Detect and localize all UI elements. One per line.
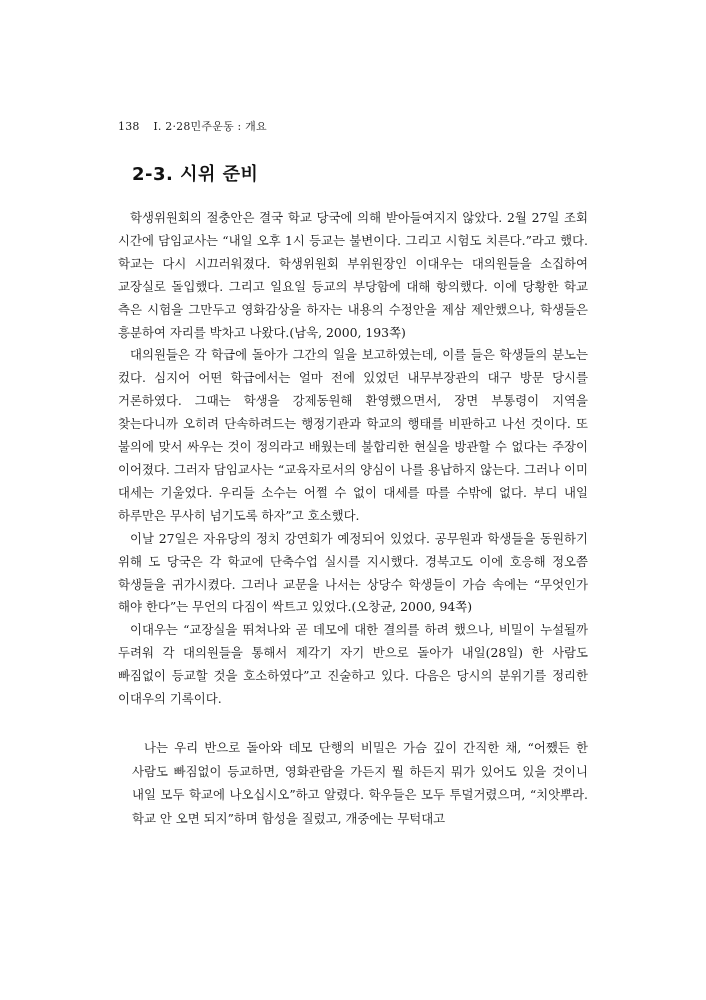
running-header <box>118 118 267 134</box>
paragraph: 대의원들은 각 학급에 돌아가 그간의 일을 보고하였는데, 이를 들은 학생들의 분노는 컸다. 심지어 어떤 학급에서는 얼마 전에 있었던 내무부장관의 대구 방문 당시를 거론하였다. 그때는 학생을 강제동원해 환영했으면서, 장면 부통령이 지역을 찾는다니까 오히려 단속하려드는 행정기관과 학교의 행태를 비판하고 나선 것이다. 또 불의에 맞서 싸우는 것이 정의라고 배웠는데 불합리한 현실을 방관할 수 없다는 주장이 이어졌다. 그러자 담임교사는 “교육자로서의 양심이 나를 용납하지 않는다. 그러나 이미 대세는 기울었다. 우리들 소수는 어쩔 수 없이 대세를 따를 수밖에 없다. 부디 내일 하루만은 무사히 넘기도록 하자”고 호소했다. <box>118 347 588 523</box>
paragraph: 학생위원회의 절충안은 결국 학교 당국에 의해 받아들여지지 않았다. 2월 27일 조회 시간에 담임교사는 “내일 오후 1시 등교는 불변이다. 그리고 시험도 치른다.”라고 했다. 학교는 다시 시끄러워졌다. 학생위원회 부위원장인 이대우는 대의원들을 소집하여 교장실로 돌입했다. 그리고 일요일 등교의 부당함에 대해 항의했다. 이에 당황한 학교 측은 시험을 그만두고 영화감상을 하자는 내용의 수정안을 제삼 제안했으나, 학생들은 흥분하여 자리를 박차고 나왔다.(남욱, 2000, 193쪽) <box>118 210 588 340</box>
body-text <box>118 207 588 711</box>
block-quote <box>132 736 588 830</box>
section-title: 2-3. 시위 준비 <box>132 164 259 185</box>
quote-paragraph: 나는 우리 반으로 돌아와 데모 단행의 비밀은 가슴 깊이 간직한 채, “어쨌든 한 사람도 빠짐없이 등교하면, 영화관람을 가든지 뭘 하든지 뭐가 있어도 있을 것이니 내일 모두 학교에 나오십시오”하고 알렸다. 학우들은 모두 투덜거렸으며, “치앗뿌라. 학교 안 오면 되지”하며 함성을 질렀고, 개중에는 무턱대고 <box>132 740 588 826</box>
running-title: Ⅰ. 2·28민주운동 : 개요 <box>153 120 267 133</box>
page-number: 138 <box>118 120 140 133</box>
paragraph: 이대우는 “교장실을 뛰쳐나와 곧 데모에 대한 결의를 하려 했으나, 비밀이 누설될까 두려워 각 대의원들을 통해서 제각기 자기 반으로 돌아가 내일(28일) 한 사람도 빠짐없이 등교할 것을 호소하였다”고 진술하고 있다. 다음은 당시의 분위기를 정리한 이대우의 기록이다. <box>118 622 588 707</box>
paragraph: 이날 27일은 자유당의 정치 강연회가 예정되어 있었다. 공무원과 학생들을 동원하기 위해 도 당국은 각 학교에 단축수업 실시를 지시했다. 경북고도 이에 호응해 정오쯤 학생들을 귀가시켰다. 그러나 교문을 나서는 상당수 학생들이 가슴 속에는 “무엇인가 해야 한다”는 무언의 다짐이 싹트고 있었다.(오창균, 2000, 94쪽) <box>118 530 588 615</box>
